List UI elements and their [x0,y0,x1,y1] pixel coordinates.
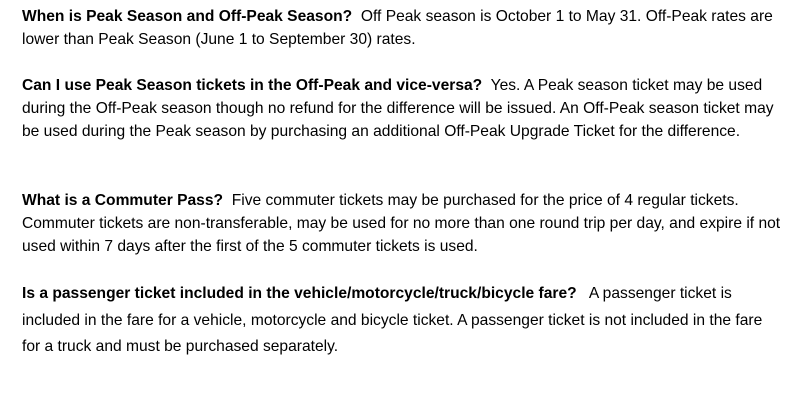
faq-answer: A passenger ticket is included in the fare for a vehicle, motorcycle and bicycle ticket. A passenger ticket is not included in the fare for a truck and must be purchased separately. [22,285,763,355]
faq-question: When is Peak Season and Off-Peak Season? [22,8,353,25]
faq-answer: Off Peak season is October 1 to May 31. Off-Peak rates are lower than Peak Season (June 1 to September 30) rates. [22,8,773,49]
faq-answer: Yes. A Peak season ticket may be used during the Off-Peak season though no refund for the difference will be issued. An Off-Peak season ticket may be used during the Peak season by purchasing an additional Off-Peak Upgrade Ticket for the difference. [22,77,774,141]
faq-peak-season [22,5,784,51]
faq-passenger-ticket [22,281,784,361]
faq-question: What is a Commuter Pass? [22,192,224,209]
faq-question: Is a passenger ticket included in the vehicle/motorcycle/truck/bicycle fare? [22,285,577,302]
faq-ticket-interchange [22,74,784,144]
faq-question: Can I use Peak Season tickets in the Off-Peak and vice-versa? [22,77,483,94]
faq-answer: Five commuter tickets may be purchased for the price of 4 regular tickets. Commuter tickets are non-transferable, may be used for no more than one round trip per day, and expire if not used within 7 days after the first of the 5 commuter tickets is used. [22,192,781,256]
faq-commuter-pass [22,189,784,259]
